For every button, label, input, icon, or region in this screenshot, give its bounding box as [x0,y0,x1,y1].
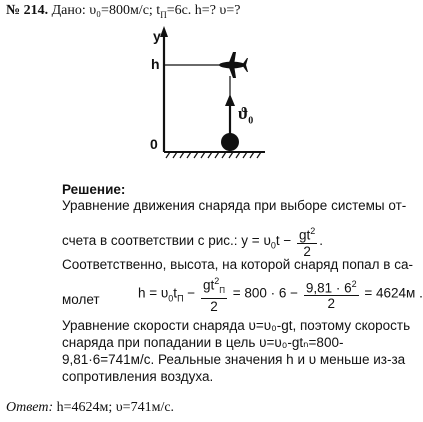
airplane-icon [219,52,248,78]
given-sub: П [160,9,167,20]
given-label: Дано: [51,3,86,18]
given-rest: =6с. h=? υ=? [166,3,241,18]
zero-label: 0 [150,136,158,152]
answer-text: h=4624м; υ=741м/с. [53,400,175,415]
p3-line1: Уравнение скорости снаряда υ=υ₀-gt, поэтому скорость [62,318,411,333]
projectile [221,133,239,151]
velocity-arrow-head [225,94,235,106]
p1-line1: Уравнение движения снаряда при выборе системы от- [62,198,407,213]
p2-line1: Соответственно, высота, на которой снаряд попал в са- [62,257,413,272]
velocity-label: $ϑ_0$ [238,104,254,127]
p1-line2: счета в соответствии с рис.: $y = \upsilon_0t$ − $\frac{gt^2}{2}$ . [62,226,324,259]
answer-label: Ответ: [6,400,54,415]
p3-line3: 9,81·6=741м/с. Реальные значения h и υ меньше из-за [62,352,406,367]
solution-heading: Решение: [62,182,126,197]
y-axis-arrow [160,26,168,37]
y-axis-label: y [153,28,161,44]
figure-diagram [140,24,270,159]
problem-header [6,3,240,20]
p2-equation: $h = \upsilon_0t_П$ − $\frac{gt^2_П}{2}$ = 800 · 6 − $\frac{9,81 \cdot 6^2}{2}$ = 4624м . [138,276,423,315]
given-values: υ₀=800м/с; t [89,3,161,18]
problem-number: № 214. [6,3,49,18]
p3-line2: снаряда при попадании в цель υ=υ₀-gtₙ=800- [62,335,344,350]
h-label: h [151,56,160,72]
p2-word: молет [62,292,100,307]
answer [6,400,174,416]
p3-line4: сопротивления воздуха. [62,369,214,384]
